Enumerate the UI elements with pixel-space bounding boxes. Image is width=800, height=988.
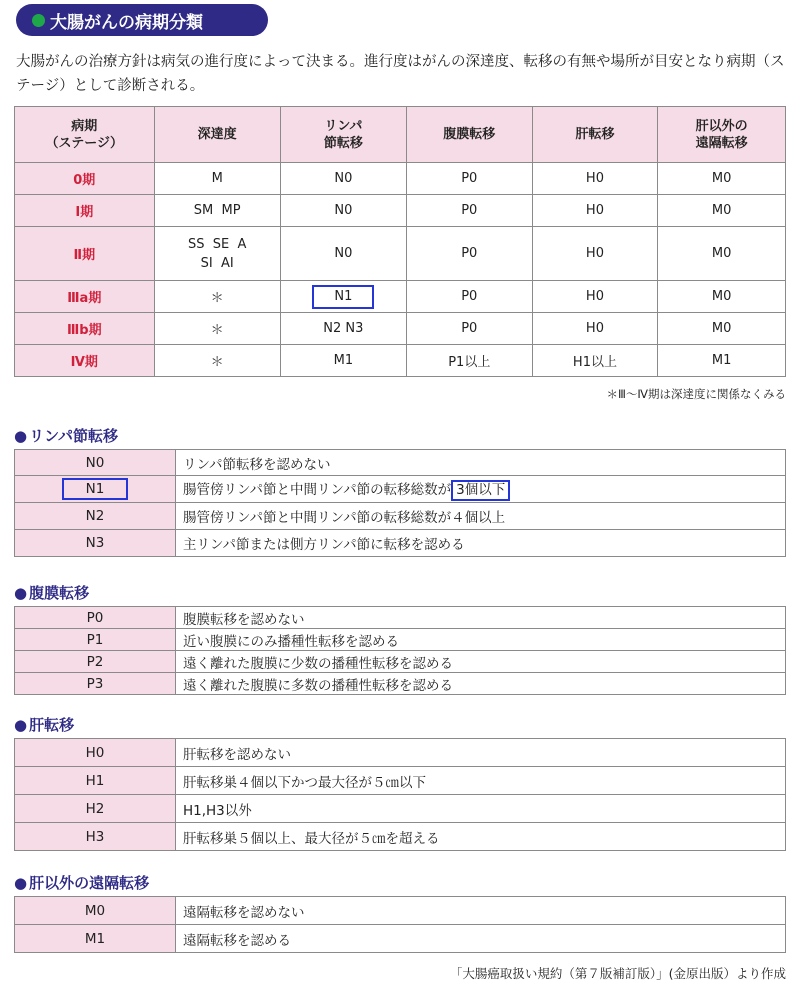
desc-cell: 腸管傍リンパ節と中間リンパ節の転移総数が４個以上	[176, 503, 786, 530]
depth-cell: ＊	[154, 281, 280, 313]
distant-cell: M0	[658, 281, 786, 313]
source-footer: 「大腸癌取扱い規約（第７版補訂版）」(金原出版）より作成	[449, 966, 786, 981]
section-title-lymph: ● リンパ節転移	[14, 427, 119, 445]
peritoneal-cell: P0	[406, 281, 532, 313]
lymph-cell	[280, 281, 406, 313]
code-cell: P3	[15, 673, 176, 695]
desc-cell: 遠隔転移を認めない	[176, 897, 786, 925]
distant-cell: M0	[658, 227, 786, 281]
lymph-cell: N0	[280, 163, 406, 195]
header-peritoneal: 腹膜転移	[406, 107, 532, 163]
distant-cell: M0	[658, 195, 786, 227]
desc-cell: 肝転移巣５個以上、最大径が５㎝を超える	[176, 823, 786, 851]
desc-cell: 遠隔転移を認める	[176, 925, 786, 953]
stage-cell: Ⅱ期	[15, 227, 155, 281]
bullet-icon: ●	[14, 427, 28, 445]
desc-cell: 腸管傍リンパ節と中間リンパ節の転移総数が 3個以下	[176, 476, 786, 503]
table-row	[15, 823, 786, 851]
table-row	[15, 345, 786, 377]
table-row	[15, 739, 786, 767]
table-row	[15, 281, 786, 313]
highlight-box: N1	[62, 478, 129, 500]
depth-cell: SM MP	[154, 195, 280, 227]
desc-cell: リンパ節転移を認めない	[176, 450, 786, 476]
peritoneal-cell: P0	[406, 227, 532, 281]
code-cell: H2	[15, 795, 176, 823]
stage-cell: Ⅳ期	[15, 345, 155, 377]
bullet-icon: ●	[14, 874, 28, 892]
table-row	[15, 767, 786, 795]
desc-cell: 遠く離れた腹膜に少数の播種性転移を認める	[176, 651, 786, 673]
highlight-box: 3個以下	[451, 480, 510, 501]
desc-cell: 近い腹膜にのみ播種性転移を認める	[176, 629, 786, 651]
liver-cell: H0	[532, 227, 658, 281]
desc-cell: 主リンパ節または側方リンパ節に転移を認める	[176, 530, 786, 557]
header-distant: 肝以外の 遠隔転移	[658, 107, 786, 163]
liver-cell: H1以上	[532, 345, 658, 377]
lymph-cell: N0	[280, 227, 406, 281]
code-cell	[15, 476, 176, 503]
code-cell: P2	[15, 651, 176, 673]
desc-cell: 遠く離れた腹膜に多数の播種性転移を認める	[176, 673, 786, 695]
code-cell: H1	[15, 767, 176, 795]
desc-cell: H1,H3以外	[176, 795, 786, 823]
code-cell: P0	[15, 607, 176, 629]
stage-table-header	[15, 107, 786, 163]
lymph-cell: N0	[280, 195, 406, 227]
code-cell: M0	[15, 897, 176, 925]
table-row	[15, 313, 786, 345]
code-cell: H3	[15, 823, 176, 851]
liver-table	[14, 738, 786, 851]
bullet-dot-icon	[32, 14, 45, 27]
table-row	[15, 629, 786, 651]
distant-table	[14, 896, 786, 953]
liver-cell: H0	[532, 195, 658, 227]
depth-cell: SS SE A SI AI	[154, 227, 280, 281]
depth-cell: M	[154, 163, 280, 195]
header-depth: 深達度	[154, 107, 280, 163]
table-row	[15, 795, 786, 823]
table-row	[15, 925, 786, 953]
intro-text: 大腸がんの治療方針は病気の進行度によって決まる。進行度はがんの深達度、転移の有無や場所が目安となり病期（ステージ）として診断される。	[16, 54, 785, 94]
table-row	[15, 651, 786, 673]
peritoneal-cell: P0	[406, 163, 532, 195]
code-cell: M1	[15, 925, 176, 953]
peritoneal-table	[14, 606, 786, 695]
table-row	[15, 503, 786, 530]
header-stage: 病期 （ステージ）	[15, 107, 155, 163]
table-row	[15, 607, 786, 629]
peritoneal-cell: P1以上	[406, 345, 532, 377]
code-cell: N2	[15, 503, 176, 530]
peritoneal-cell: P0	[406, 195, 532, 227]
liver-cell: H0	[532, 313, 658, 345]
header-liver: 肝転移	[532, 107, 658, 163]
table-row	[15, 227, 786, 281]
table-row	[15, 163, 786, 195]
table-row	[15, 897, 786, 925]
header-lymph: リンパ 節転移	[280, 107, 406, 163]
table-row	[15, 530, 786, 557]
distant-cell: M1	[658, 345, 786, 377]
page-title-text: 大腸がんの病期分類	[50, 12, 203, 33]
bullet-icon: ●	[14, 716, 28, 734]
distant-cell: M0	[658, 163, 786, 195]
page-title	[16, 4, 268, 36]
desc-cell: 腹膜転移を認めない	[176, 607, 786, 629]
table-row	[15, 673, 786, 695]
liver-cell: H0	[532, 281, 658, 313]
peritoneal-cell: P0	[406, 313, 532, 345]
bullet-icon: ●	[14, 584, 28, 602]
section-title-liver: ● 肝転移	[14, 716, 75, 734]
section-title-distant: ● 肝以外の遠隔転移	[14, 874, 150, 892]
lymph-table	[14, 449, 786, 557]
desc-cell: 肝転移巣４個以下かつ最大径が５㎝以下	[176, 767, 786, 795]
code-cell: N3	[15, 530, 176, 557]
stage-cell: 0期	[15, 163, 155, 195]
stage-note: ＊Ⅲ～Ⅳ期は深達度に関係なくみる	[606, 387, 786, 401]
section-title-peritoneal: ● 腹膜転移	[14, 584, 90, 602]
code-cell: N0	[15, 450, 176, 476]
code-cell: H0	[15, 739, 176, 767]
liver-cell: H0	[532, 163, 658, 195]
stage-cell: Ⅲa期	[15, 281, 155, 313]
table-row	[15, 450, 786, 476]
stage-cell: Ⅰ期	[15, 195, 155, 227]
table-row	[15, 476, 786, 503]
code-cell: P1	[15, 629, 176, 651]
stage-cell: Ⅲb期	[15, 313, 155, 345]
desc-cell: 肝転移を認めない	[176, 739, 786, 767]
highlight-box: N1	[312, 285, 374, 309]
lymph-cell: M1	[280, 345, 406, 377]
table-row	[15, 195, 786, 227]
stage-table	[14, 106, 786, 377]
depth-cell: ＊	[154, 345, 280, 377]
depth-cell: ＊	[154, 313, 280, 345]
distant-cell: M0	[658, 313, 786, 345]
lymph-cell: N2 N3	[280, 313, 406, 345]
